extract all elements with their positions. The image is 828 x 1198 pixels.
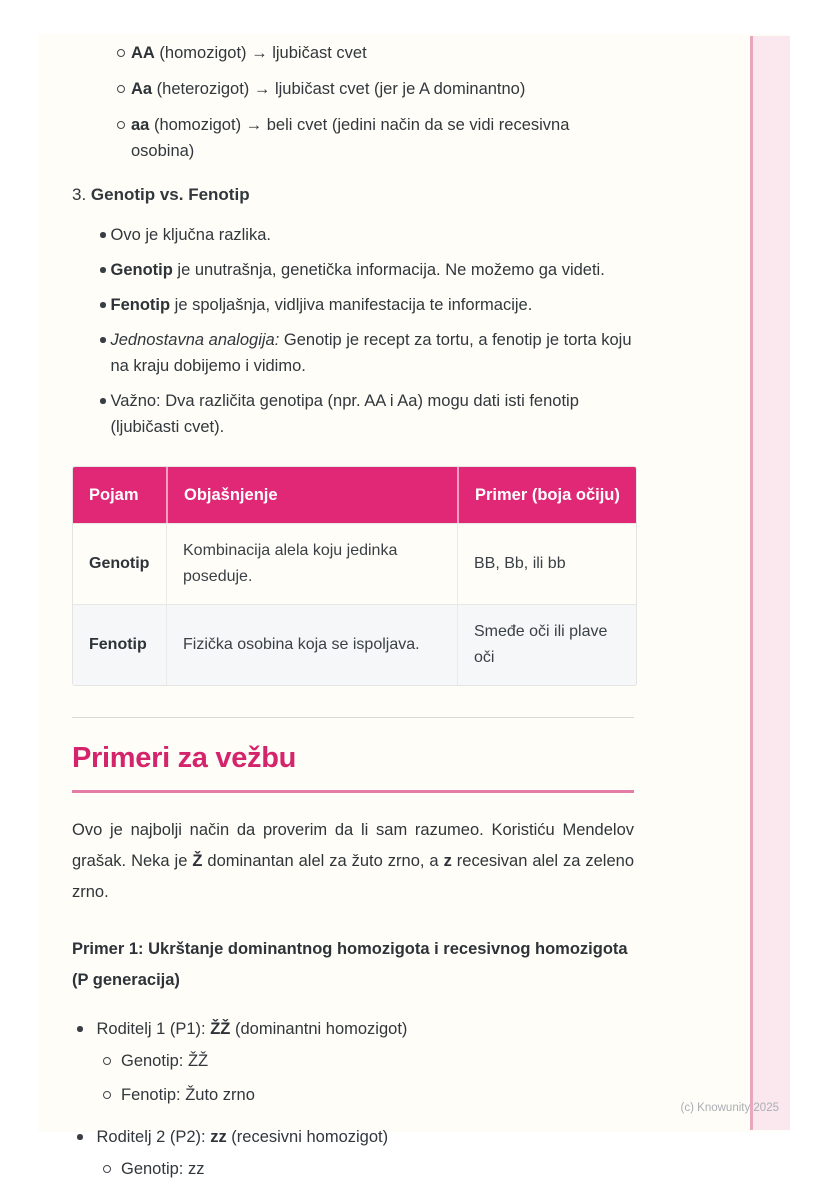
bullet-icon — [100, 232, 106, 238]
cell-term: Fenotip — [73, 604, 166, 685]
sub-item-text: Genotip: zz — [121, 1160, 205, 1178]
list-item — [72, 1048, 634, 1074]
cell-term: Genotip — [73, 523, 166, 604]
list-item-text — [97, 1016, 408, 1042]
point-text: Genotip je recept za tortu, a fenotip je torta koju na kraju dobijemo i vidimo. — [110, 331, 632, 375]
parent-desc: (recesivni homozigot) — [226, 1128, 389, 1146]
numbered-heading — [72, 182, 634, 208]
point-term: Fenotip — [110, 296, 171, 314]
parent-sublist — [72, 1156, 634, 1182]
list-item-text — [111, 388, 635, 440]
list-item — [72, 1156, 634, 1182]
list-item — [72, 76, 634, 102]
list-item-text — [111, 257, 605, 283]
list-item-text — [111, 222, 271, 248]
paragraph-text: dominantan alel za žuto zrno, a — [202, 852, 444, 870]
list-item-text — [97, 1124, 389, 1150]
circle-bullet-icon — [117, 121, 125, 129]
cell-explanation: Kombinacija alela koju jedinka poseduje. — [166, 523, 457, 604]
list-item — [72, 1082, 634, 1108]
circle-bullet-icon — [103, 1057, 111, 1065]
genotype-code: zz — [210, 1128, 227, 1146]
list-item — [72, 257, 634, 283]
circle-bullet-icon — [117, 85, 125, 93]
point-text: je spoljašnja, vidljiva manifestacija te informacije. — [170, 296, 533, 314]
genotype-code: ŽŽ — [210, 1020, 231, 1038]
list-item-text — [111, 327, 635, 379]
bullet-icon — [100, 267, 106, 273]
bullet-icon — [77, 1134, 83, 1140]
cell-explanation: Fizička osobina koja se ispoljava. — [166, 604, 457, 685]
bullet-icon — [77, 1026, 83, 1032]
list-item — [72, 112, 634, 164]
heading-title: Genotip vs. Fenotip — [90, 185, 250, 204]
bullet-icon — [100, 337, 106, 343]
list-item-text — [131, 112, 634, 164]
list-item-text — [131, 76, 525, 102]
parent-label: Roditelj 2 (P2): — [96, 1128, 211, 1146]
sub-item-text: Genotip: ŽŽ — [121, 1052, 209, 1070]
cell-example: BB, Bb, ili bb — [457, 523, 636, 604]
table-row — [73, 523, 636, 604]
allele-code: Aa — [131, 80, 153, 98]
list-item — [72, 327, 634, 379]
point-text: Ovo je ključna razlika. — [110, 226, 271, 244]
list-item-text — [111, 292, 533, 318]
circle-bullet-icon — [117, 49, 125, 57]
list-item — [72, 222, 634, 248]
allele-desc: (heterozigot) → ljubičast cvet (jer je A dominantno) — [152, 80, 526, 98]
page-edge-stripe — [750, 36, 790, 1130]
allele-symbol: Ž — [192, 852, 203, 870]
paragraph-text: Ovo je najbolji način da proverim da li sam razumeo. Koristiću Mendelov grašak. Neka je — [72, 821, 634, 870]
list-item-text — [131, 40, 367, 66]
allele-list — [72, 34, 634, 164]
parent-label: Roditelj 1 (P1): — [96, 1020, 211, 1038]
table-header-row — [73, 467, 636, 523]
intro-paragraph — [72, 815, 634, 908]
parent-item — [72, 1124, 634, 1182]
circle-bullet-icon — [103, 1091, 111, 1099]
list-item — [72, 388, 634, 440]
parent-sublist — [72, 1048, 634, 1108]
parent-desc: (dominantni homozigot) — [230, 1020, 408, 1038]
paragraph-text: recesivan alel za zeleno zrno. — [72, 852, 634, 901]
bullet-icon — [100, 398, 106, 404]
key-points-list — [72, 222, 634, 440]
column-header-objasnjenje: Objašnjenje — [166, 467, 457, 523]
section-divider — [72, 717, 634, 718]
cell-example: Smeđe oči ili plave oči — [457, 604, 636, 685]
allele-code: AA — [131, 44, 155, 62]
column-header-pojam: Pojam — [73, 467, 166, 523]
list-item — [72, 1016, 634, 1042]
list-item — [72, 40, 634, 66]
copyright-watermark: (c) Knowunity 2025 — [680, 1102, 779, 1114]
circle-bullet-icon — [103, 1165, 111, 1173]
heading-number: 3. — [72, 185, 91, 204]
allele-code: aa — [131, 116, 150, 134]
document-page — [38, 34, 790, 1178]
allele-desc: (homozigot) → beli cvet (jedini način da se vidi recesivna osobina) — [131, 116, 570, 160]
sub-item-text: Fenotip: Žuto zrno — [121, 1086, 255, 1104]
parents-list — [72, 1016, 634, 1182]
list-item — [72, 292, 634, 318]
point-analogy-label: Jednostavna analogija: — [110, 331, 280, 349]
table-row — [73, 604, 636, 685]
allele-desc: (homozigot) → ljubičast cvet — [154, 44, 367, 62]
allele-symbol: z — [443, 852, 452, 870]
point-text: Važno: Dva različita genotipa (npr. AA i Aa) mogu dati isti fenotip (ljubičasti cvet). — [110, 392, 579, 436]
parent-item — [72, 1016, 634, 1108]
bullet-icon — [100, 302, 106, 308]
column-header-primer: Primer (boja očiju) — [457, 467, 636, 523]
point-text: je unutrašnja, genetička informacija. Ne možemo ga videti. — [172, 261, 605, 279]
genotype-phenotype-table — [72, 466, 637, 686]
point-term: Genotip — [110, 261, 173, 279]
document-content — [72, 34, 634, 1198]
section-heading: Primeri za vežbu — [72, 738, 634, 793]
list-item — [72, 1124, 634, 1150]
primer1-heading: Primer 1: Ukrštanje dominantnog homozigota i recesivnog homozigota (P generacija) — [72, 940, 628, 989]
